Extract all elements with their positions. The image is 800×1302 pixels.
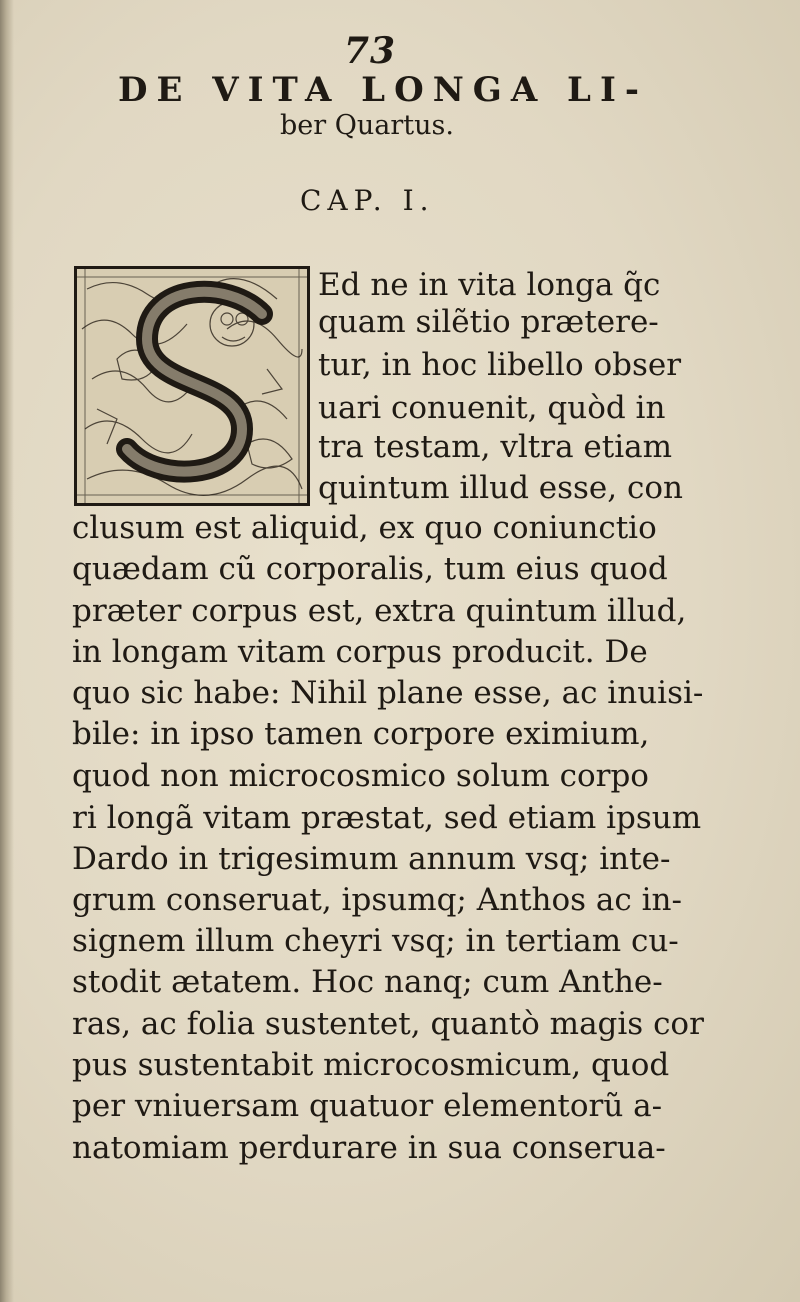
- text-line: stodit ætatem. Hoc nanq; cum Anthe-: [72, 964, 663, 1000]
- text-line: ri longã vitam præstat, sed etiam ipsum: [72, 800, 702, 836]
- text-line: quod non microcosmico solum corpo: [72, 758, 649, 794]
- text-line: tur, in hoc libello obser: [318, 347, 682, 383]
- text-line: signem illum cheyri vsq; in tertiam cu-: [72, 923, 679, 959]
- text-line: quo sic habe: Nihil plane esse, ac inuisi-: [72, 675, 704, 711]
- text-line: pus sustentabit microcosmicum, quod: [72, 1047, 670, 1083]
- decorated-initial-s-icon: [74, 266, 310, 506]
- text-line: natomiam perdurare in sua conserua-: [72, 1130, 666, 1166]
- text-line: Ed ne in vita longa q̃c: [318, 267, 661, 303]
- text-line: ras, ac folia sustentet, quantò magis cor: [72, 1006, 704, 1042]
- text-line: in longam vitam corpus producit. De: [72, 634, 648, 670]
- text-line: per vniuersam quatuor elementorũ a-: [72, 1088, 663, 1124]
- text-line: præter corpus est, extra quintum illud,: [72, 593, 687, 629]
- page-title: DE VITA LONGA LI-: [118, 70, 648, 110]
- text-line: Dardo in trigesimum annum vsq; inte-: [72, 841, 671, 877]
- text-line: clusum est aliquid, ex quo coniunctio: [72, 510, 657, 546]
- text-line: quintum illud esse, con: [318, 470, 683, 506]
- chapter-heading: CAP. I.: [300, 184, 435, 217]
- text-line: quædam cũ corporalis, tum eius quod: [72, 551, 668, 587]
- text-line: bile: in ipso tamen corpore eximium,: [72, 716, 650, 752]
- text-line: tra testam, vltra etiam: [318, 429, 673, 465]
- text-line: uari conuenit, quòd in: [318, 390, 666, 426]
- page-subtitle: ber Quartus.: [280, 110, 454, 141]
- text-line: quam silẽtio prætere-: [318, 304, 659, 340]
- spine-shadow: [0, 0, 14, 1302]
- page-number: 73: [343, 30, 397, 72]
- text-line: grum conseruat, ipsumq; Anthos ac in-: [72, 882, 682, 918]
